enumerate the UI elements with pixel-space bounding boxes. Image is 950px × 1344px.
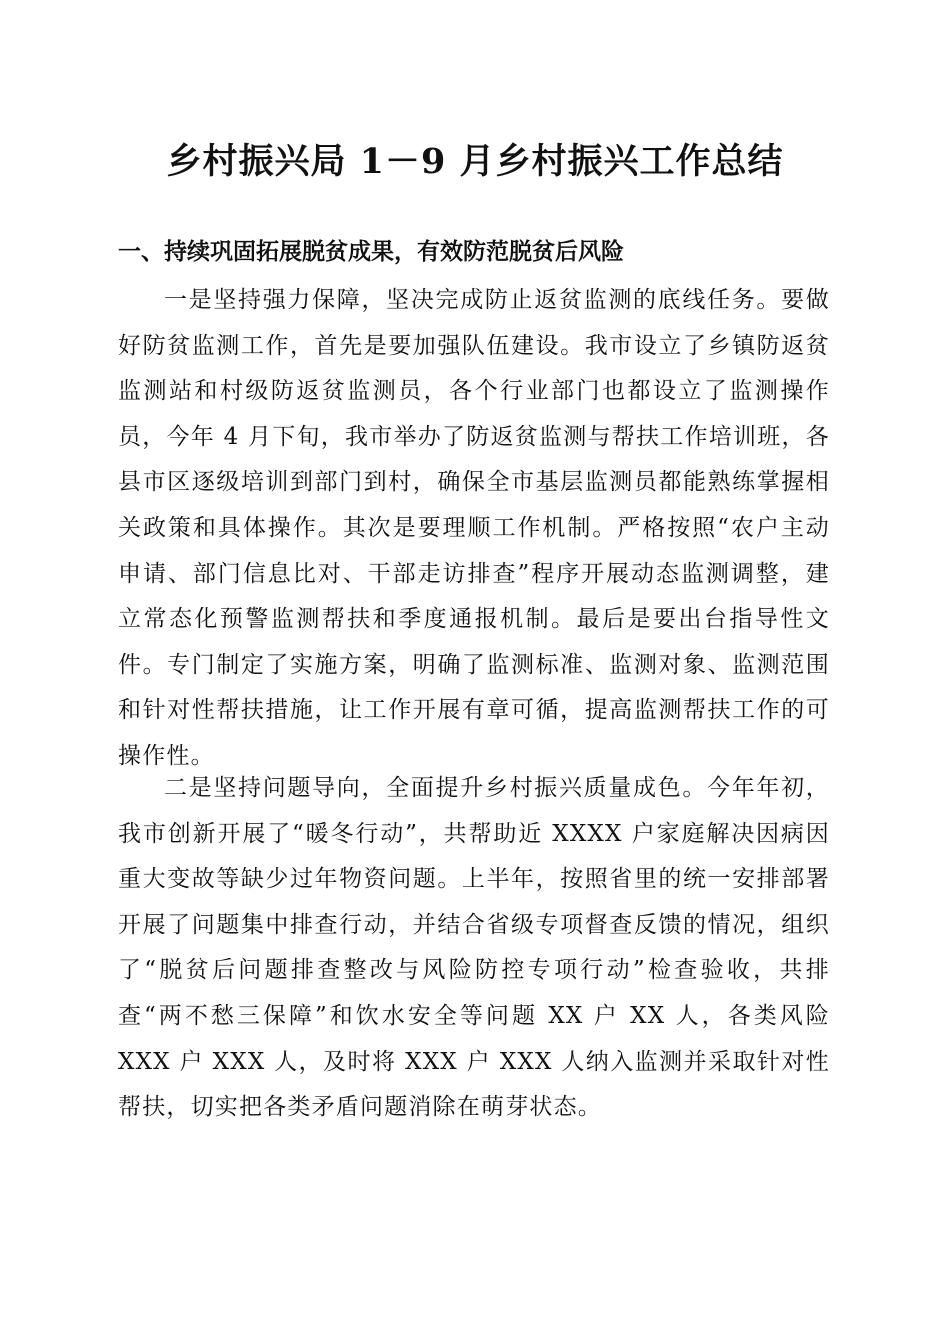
- paragraph-1: 一是坚持强力保障，坚决完成防止返贫监测的底线任务。要做好防贫监测工作，首先是要加强队伍建设。我市设立了乡镇防返贫监测站和村级防返贫监测员，各个行业部门也都设立了监测操作员，今年 4 月下旬，我市举办了防返贫监测与帮扶工作培训班，各县市区逐级培训到部门到村，确保全市基层监测员都能熟练掌握相关政策和具体操作。其次是要理顺工作机制。严格按照“农户主动申请、部门信息比对、干部走访排查”程序开展动态监测调整，建立常态化预警监测帮扶和季度通报机制。最后是要出台指导性文件。专门制定了实施方案，明确了监测标准、监测对象、监测范围和针对性帮扶措施，让工作开展有章可循，提高监测帮扶工作的可操作性。: [118, 287, 830, 769]
- paragraph-2: 二是坚持问题导向，全面提升乡村振兴质量成色。今年年初，我市创新开展了“暖冬行动”，共帮助近 XXXX 户家庭解决因病因重大变故等缺少过年物资问题。上半年，按照省里的统一安排部署开展了问题集中排查行动，并结合省级专项督查反馈的情况，组织了“脱贫后问题排查整改与风险防控专项行动”检查验收，共排查“两不愁三保障”和饮水安全等问题 XX 户 XX 人，各类风险 XXX 户 XXX 人，及时将 XXX 户 XXX 人纳入监测并采取针对性帮扶，切实把各类矛盾问题消除在萌芽状态。: [118, 775, 830, 1121]
- section-heading: 一、持续巩固拓展脱贫成果，有效防范脱贫后风险: [118, 239, 624, 265]
- document-title: 乡村振兴局 1－9 月乡村振兴工作总结: [166, 141, 784, 182]
